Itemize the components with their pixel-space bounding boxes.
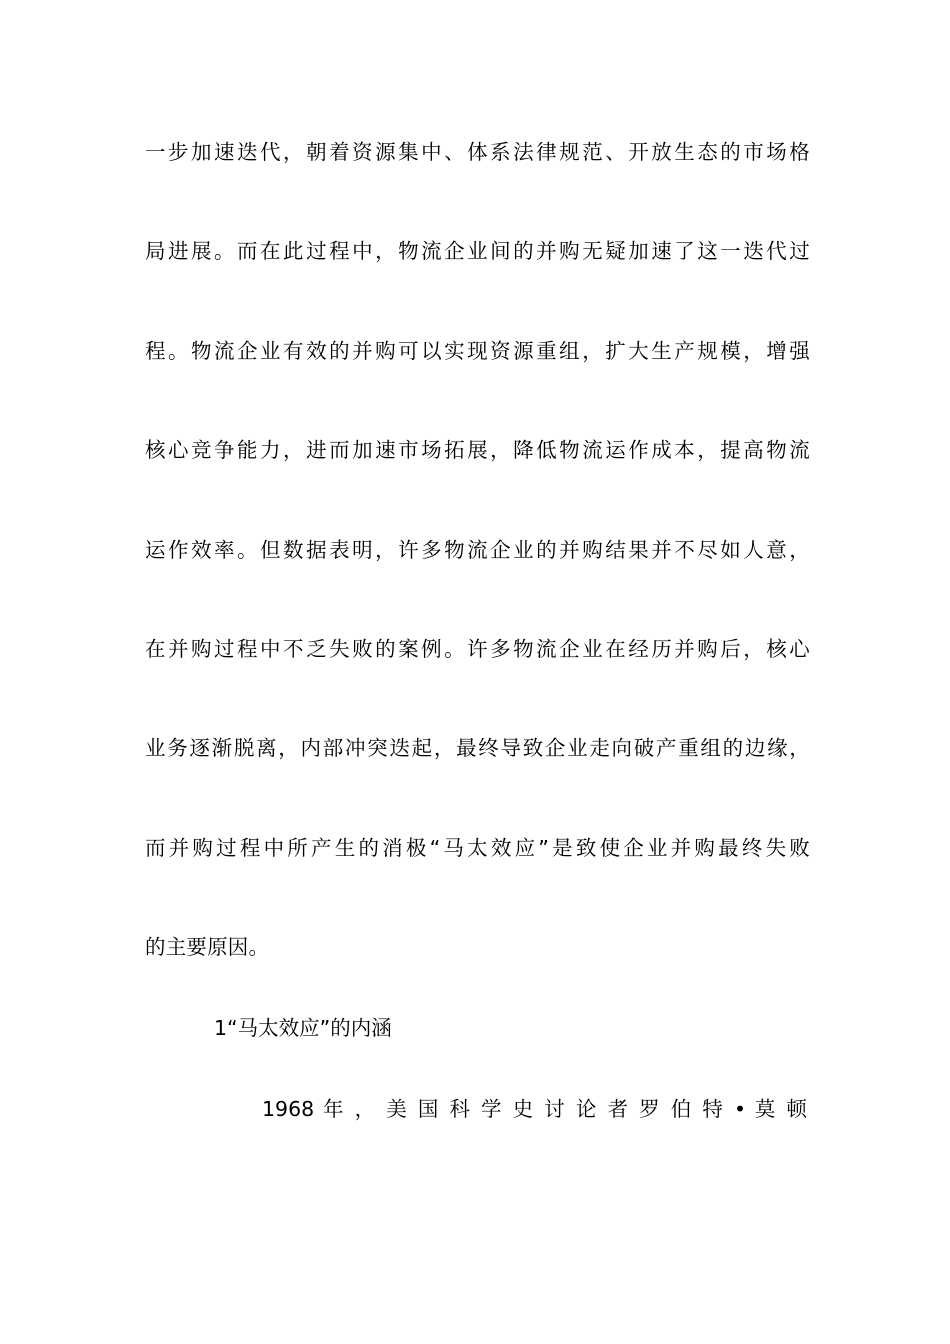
paragraph-line-8: 而并购过程中所产生的消极“马太效应”是致使企业并购最终失败 — [145, 836, 810, 860]
paragraph-line-2: 局进展。而在此过程中，物流企业间的并购无疑加速了这一迭代过 — [145, 239, 810, 263]
paragraph-line-1: 一步加速迭代，朝着资源集中、体系法律规范、开放生态的市场格 — [145, 140, 810, 164]
section-heading: 1“马太效应”的内涵 — [214, 1016, 392, 1040]
paragraph-line-5: 运作效率。但数据表明，许多物流企业的并购结果并不尽如人意， — [145, 538, 810, 562]
paragraph-line-6: 在并购过程中不乏失败的案例。许多物流企业在经历并购后，核心 — [145, 637, 810, 661]
paragraph-line-7: 业务逐渐脱离，内部冲突迭起，最终导致企业走向破产重组的边缘， — [145, 736, 810, 760]
paragraph-line-3: 程。物流企业有效的并购可以实现资源重组，扩大生产规模，增强 — [145, 339, 810, 363]
paragraph-line-9: 的主要原因。 — [145, 935, 270, 959]
paragraph-line-4: 核心竞争能力，进而加速市场拓展，降低物流运作成本，提高物流 — [145, 438, 810, 462]
next-paragraph-start: 1968 年 ， 美 国 科 学 史 讨 论 者 罗 伯 特 • 莫 顿 — [262, 1097, 807, 1121]
